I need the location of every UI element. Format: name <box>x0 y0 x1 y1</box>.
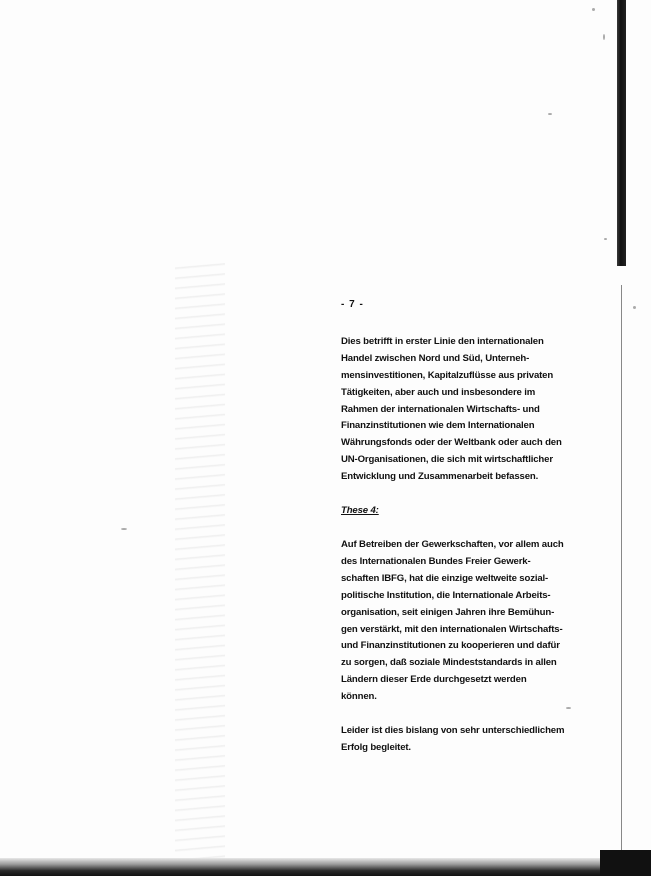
page-number: - 7 - <box>341 299 364 310</box>
scan-edge-shadow <box>617 0 626 266</box>
scan-speck <box>592 8 595 11</box>
scan-speck <box>603 34 605 40</box>
paragraph: Dies betrifft in erster Linie den internationalen Handel zwischen Nord und Süd, Unterneh- mensinvestitionen, Kapitalzuflüsse aus privaten Tätigkeiten, aber auch und insbesondere im Rahmen der internationalen Wirtschafts- und Finanzinstitutionen wie dem Internationalen Währungsfonds oder der Weltbank oder auch den UN-Organisationen, die sich mit wirtschaftlicher Entwicklung und Zusammenarbeit befassen. <box>341 335 562 483</box>
scan-noise <box>175 260 225 860</box>
scan-speck <box>604 238 607 240</box>
scan-bottom-corner <box>600 850 651 876</box>
scan-speck <box>121 528 127 530</box>
scan-speck <box>633 306 636 309</box>
paragraph: Auf Betreiben der Gewerkschaften, vor allem auch des Internationalen Bundes Freier Gewerk- schaften IBFG, hat die einzige weltweite sozial- politische Institution, die Internationale Arbeits- organisation, seit einigen Jahren ihre Bemühun- gen verstärkt, mit den internationalen Wirtschafts- und Finanzinstitutionen zu kooperieren und dafür zu sorgen, daß soziale Mindeststandards in allen Ländern dieser Erde durchgesetzt werden können. <box>341 538 564 703</box>
section-heading: These 4: <box>341 505 379 517</box>
scan-speck <box>548 113 552 115</box>
paragraph: Leider ist dies bislang von sehr unterschiedlichem Erfolg begleitet. <box>341 725 565 753</box>
scan-bottom-edge <box>0 858 651 876</box>
document-text <box>341 297 581 757</box>
scan-edge-line <box>621 285 622 850</box>
